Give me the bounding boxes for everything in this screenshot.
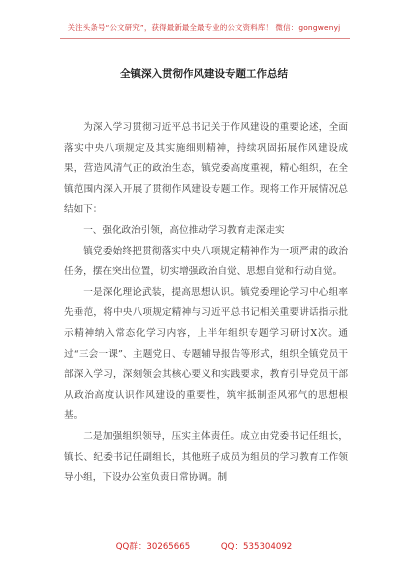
header-divider (60, 38, 350, 39)
footer-contact (0, 540, 408, 552)
paragraph: 二是加强组织领导，压实主体责任。成立由党委书记任组长，镇长、纪委书记任副组长，其他班子成员为组员的学习教育工作领导小组，下设办公室负责日常协调。制 (64, 430, 348, 484)
document-body (64, 118, 348, 489)
section-heading: 一、强化政治引领，高位推动学习教育走深走实 (83, 224, 285, 236)
paragraph: 镇党委始终把贯彻落实中央八项规定精神作为一项严肃的政治任务，摆在突出位置，切实增强政治自觉、思想自觉和行动自觉。 (64, 245, 348, 278)
qq-group-text: QQ群：30265665 (115, 542, 191, 552)
header-banner: 关注头条号“公文研究”，获得最新最全最专业的公文资料库！ 微信：gongwenyj (67, 23, 341, 32)
qq-number-text: QQ：535304092 (220, 542, 293, 552)
paragraph: 一是深化理论武装，提高思想认识。镇党委理论学习中心组率先垂范，将中央八项规定精神与习近平总书记相关重要讲话指示批示精神纳入常态化学习内容，上半年组织专题学习研讨X次。通过“三会一课”、主题党日、专题辅导报告等形式，组织全镇党员干部深入学习，深刻领会其核心要义和实践要求，教育引导党员干部从政治高度认识作风建设的重要性，筑牢抵制歪风邪气的思想根基。 (64, 286, 348, 422)
document-title: 全镇深入贯彻作风建设专题工作总结 (120, 68, 288, 80)
paragraph: 为深入学习贯彻习近平总书记关于作风建设的重要论述，全面落实中央八项规定及其实施细则精神，持续巩固拓展作风建设成果，营造风清气正的政治生态，镇党委高度重视，精心组织，在全镇范围内深入开展了贯彻作风建设专题工作。现将工作开展情况总结如下： (64, 122, 348, 216)
